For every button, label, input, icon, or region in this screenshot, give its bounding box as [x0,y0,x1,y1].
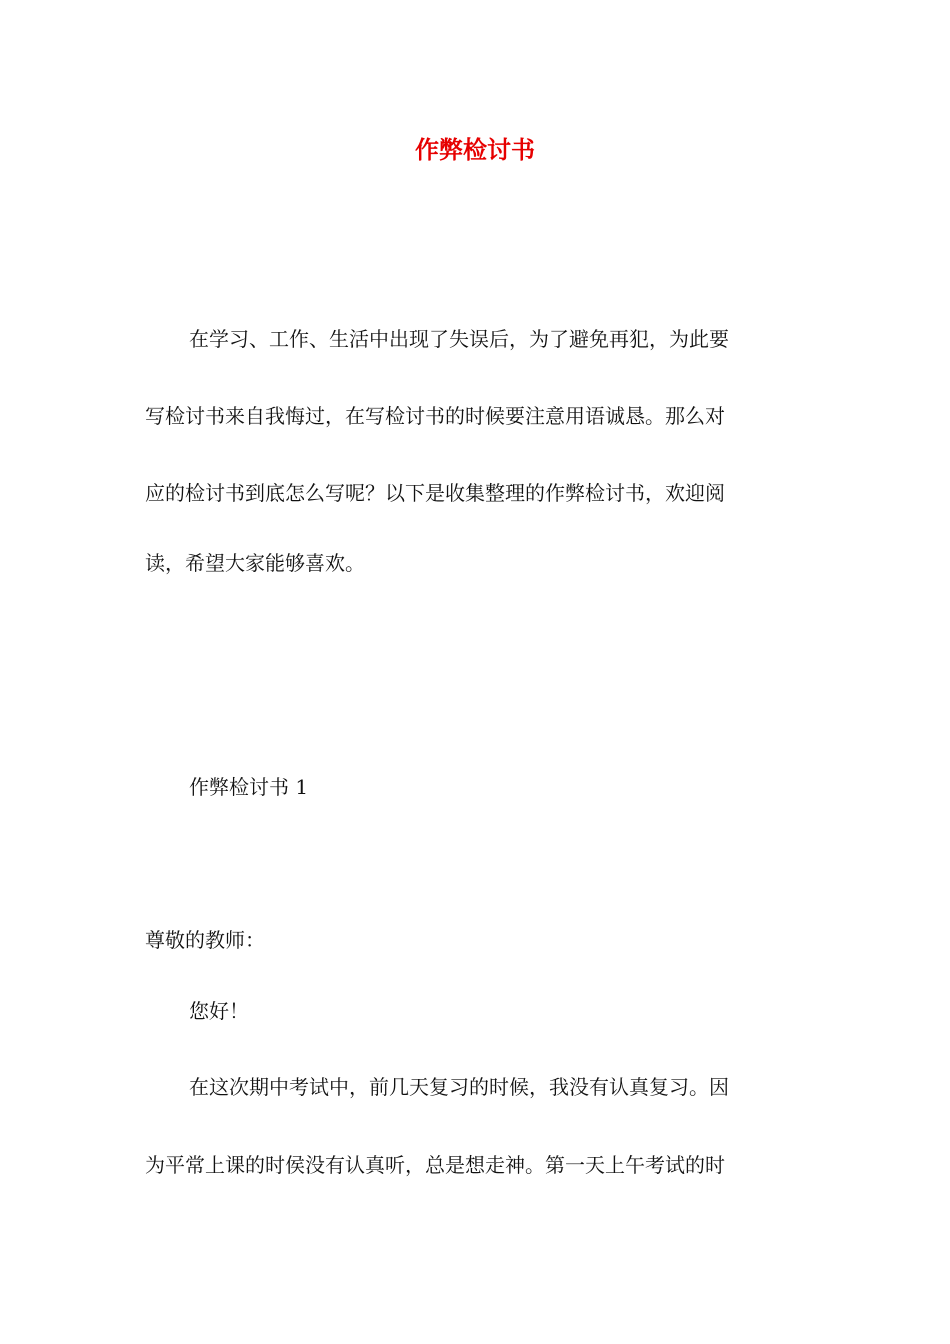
intro-line-3: 应的检讨书到底怎么写呢？以下是收集整理的作弊检讨书，欢迎阅 [145,481,725,505]
document-title: 作弊检讨书 [415,135,535,164]
intro-line-2: 写检讨书来自我悔过，在写检讨书的时候要注意用语诚恳。那么对 [145,404,725,428]
salutation: 尊敬的教师： [145,928,265,952]
intro-line-1: 在学习、工作、生活中出现了失误后，为了避免再犯，为此要 [189,327,729,351]
body-line-1: 在这次期中考试中，前几天复习的时候，我没有认真复习。因 [189,1075,729,1099]
greeting: 您好！ [189,999,249,1023]
body-line-2: 为平常上课的时侯没有认真听，总是想走神。第一天上午考试的时 [145,1153,725,1177]
intro-line-4: 读，希望大家能够喜欢。 [145,551,365,575]
section-heading: 作弊检讨书 1 [189,775,309,799]
